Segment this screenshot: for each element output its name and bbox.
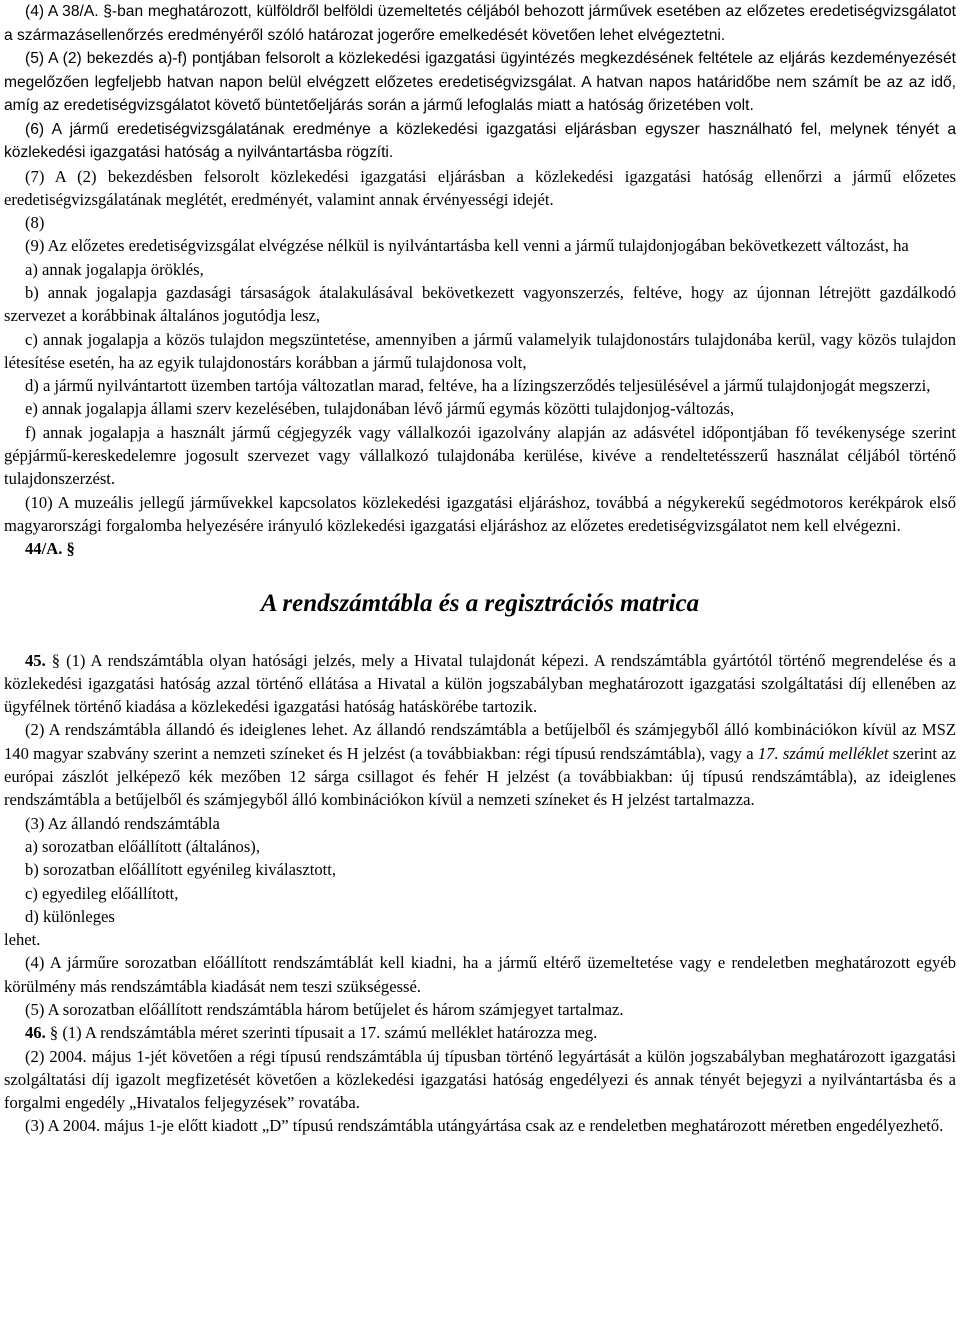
paragraph-5: (5) A (2) bekezdés a)-f) pontjában felsorolt a közlekedési igazgatási ügyintézés megkezdésének feltétele az eljárás kezdeményezését megelőzően legfeljebb hatvan napon belül elvégzett előzetes eredetiségvizsgálat. A hatvan napos határidőbe nem számít be az az idő, amíg az eredetiségvizsgálatot követő büntetőeljárás során a jármű lefoglalás miatt a hatóság őrizetében volt. — [4, 50, 956, 114]
paragraph-text: szerint az európai zászlót jelképező kék mezőben 12 sárga csillagot és fehér H jelzést (a továbbiakban: új típusú rendszámtábla), az ideiglenes rendszámtábla a betűjelből és számjegyből álló kombinációkon kívül a nemzeti színeket és H jelzést tartalmazza. — [4, 743, 956, 810]
section-45-paragraph-4: (4) A járműre sorozatban előállított rendszámtáblát kell kiadni, ha a jármű eltérő üzemeltetése vagy e rendeletben meghatározott egyéb körülmény más rendszámtábla kiadását nem teszi szükségessé. — [4, 953, 956, 996]
section-45-paragraph-3: (3) Az állandó rendszámtábla — [25, 813, 220, 833]
section-heading: A rendszámtábla és a regisztrációs matrica — [260, 589, 700, 617]
list-item: b) sorozatban előállított egyénileg kiválasztott, — [25, 860, 337, 880]
paragraph-8: (8) — [25, 213, 45, 233]
list-item: b) annak jogalapja gazdasági társaságok átalakulásával bekövetkezett vagyonszerzés, feltéve, hogy az újonnan létrejött gazdálkodó szervezet a korábbinak általános jogutódja lesz, — [4, 282, 956, 326]
paragraph-9: (9) Az előzetes eredetiségvizsgálat elvégzése nélkül is nyilvántartásba kell venni a jármű tulajdonjogában bekövetkezett változást, ha — [25, 236, 909, 256]
list-item: d) különleges — [25, 906, 115, 926]
list-item: e) annak jogalapja állami szerv kezelésében, tulajdonában lévő jármű egymás közötti tulajdonjog-változás, — [25, 399, 735, 419]
section-46-paragraph-1 — [4, 1021, 956, 1044]
section-46-text: § (1) A rendszámtábla méret szerinti típusait a 17. számú melléklet határozza meg. — [49, 1023, 598, 1043]
section-46-paragraph-2: (2) 2004. május 1-jét követően a régi típusú rendszámtábla új típusban történő legyártását a külön jogszabályban meghatározott igazgatási szolgáltatási díj igazolt megfizetését követően a közlekedési igazgatási hatóság engedélyezi és annak tényét bejegyzi a nyilvántartásba és a forgalmi engedély „Hivatalos feljegyzések” rovatába. — [4, 1046, 956, 1113]
section-number: 46. — [25, 1023, 46, 1043]
section-45-paragraph-1 — [4, 649, 956, 719]
section-44a-label: 44/A. § — [25, 539, 75, 559]
list-item: a) annak jogalapja öröklés, — [25, 259, 204, 279]
list-closing: lehet. — [4, 930, 41, 950]
list-item: c) annak jogalapja a közös tulajdon megszüntetése, amennyiben a jármű valamelyik tulajdonostárs tulajdonába kerül, vagy közös tulajdon létesítése esetén, ha az egyik tulajdonostárs korábban a jármű tulajdonosa volt, — [4, 329, 956, 372]
annex-reference: 17. számú melléklet — [757, 743, 889, 763]
paragraph-10: (10) A muzeális jellegű járművekkel kapcsolatos közlekedési igazgatási eljáráshoz, továbbá a négykerekű segédmotoros kerékpárok első magyarországi forgalomba helyezésére irányuló közlekedési igazgatási eljáráshoz az előzetes eredetiségvizsgálatot nem kell elvégezni. — [4, 492, 956, 535]
section-46-paragraph-3: (3) A 2004. május 1-je előtt kiadott „D” típusú rendszámtábla utángyártása csak az e rendeletben meghatározott méretben engedélyezhető. — [25, 1116, 944, 1136]
section-45-paragraph-2 — [4, 718, 956, 811]
section-45-text: § (1) A rendszámtábla olyan hatósági jelzés, mely a Hivatal tulajdonát képezi. A rendszámtábla gyártótól történő megrendelése és a közlekedési igazgatási hatóság azzal történő ellátása a Hivatal a külön jogszabályban meghatározott igazgatási szolgáltatási díj ellenében az ügyfélnek történő kiadása a közlekedési igazgatási hatóság hatáskörébe tartozik. — [4, 650, 957, 717]
list-item: d) a jármű nyilvántartott üzemben tartója változatlan marad, feltéve, ha a lízingszerződés teljesülésével a jármű tulajdonjogát megszerzi, — [25, 376, 931, 396]
paragraph-38a-4: (4) A 38/A. §-ban meghatározott, külföldről belföldi üzemeltetés céljából behozott járművek esetében az előzetes eredetiségvizsgálatot a származásellenőrzés eredményéről szóló határozat jogerőre emelkedését követően lehet elvégeztetni. — [4, 3, 956, 44]
section-number: 45. — [25, 650, 46, 670]
paragraph-7: (7) A (2) bekezdésben felsorolt közlekedési igazgatási eljárásban a közlekedési igazgatási hatóság ellenőrzi a jármű előzetes eredetiségvizsgálatának meglétét, eredményét, valamint annak érvényességi idejét. — [4, 166, 956, 209]
paragraph-6: (6) A jármű eredetiségvizsgálatának eredménye a közlekedési igazgatási eljárásban egyszer használható fel, melynek tényét a közlekedési igazgatási hatóság a nyilvántartásba rögzíti. — [4, 120, 956, 161]
list-item: a) sorozatban előállított (általános), — [25, 836, 260, 856]
list-item: f) annak jogalapja a használt jármű cégjegyzék vagy vállalkozói igazolvány alapján az adásvétel időpontjában fő tevékenysége szerint gépjármű-kereskedelemre jogosult szervezet vagy vállalkozó tulajdonába kerülése, kivéve a rendeltetésszerű használat céljából történő tulajdonszerzést. — [4, 422, 956, 489]
section-45-paragraph-5: (5) A sorozatban előállított rendszámtábla három betűjelet és három számjegyet tartalmaz. — [25, 1000, 624, 1019]
paragraph-text: (2) A rendszámtábla állandó és ideiglenes lehet. Az állandó rendszámtábla a betűjelből és számjegyből álló kombinációkon kívül az MSZ 140 magyar szabvány szerint a nemzeti színeket és H jelzést (a továbbiakban: régi típusú rendszámtábla), vagy a — [4, 720, 956, 763]
list-item: c) egyedileg előállított, — [25, 883, 179, 903]
